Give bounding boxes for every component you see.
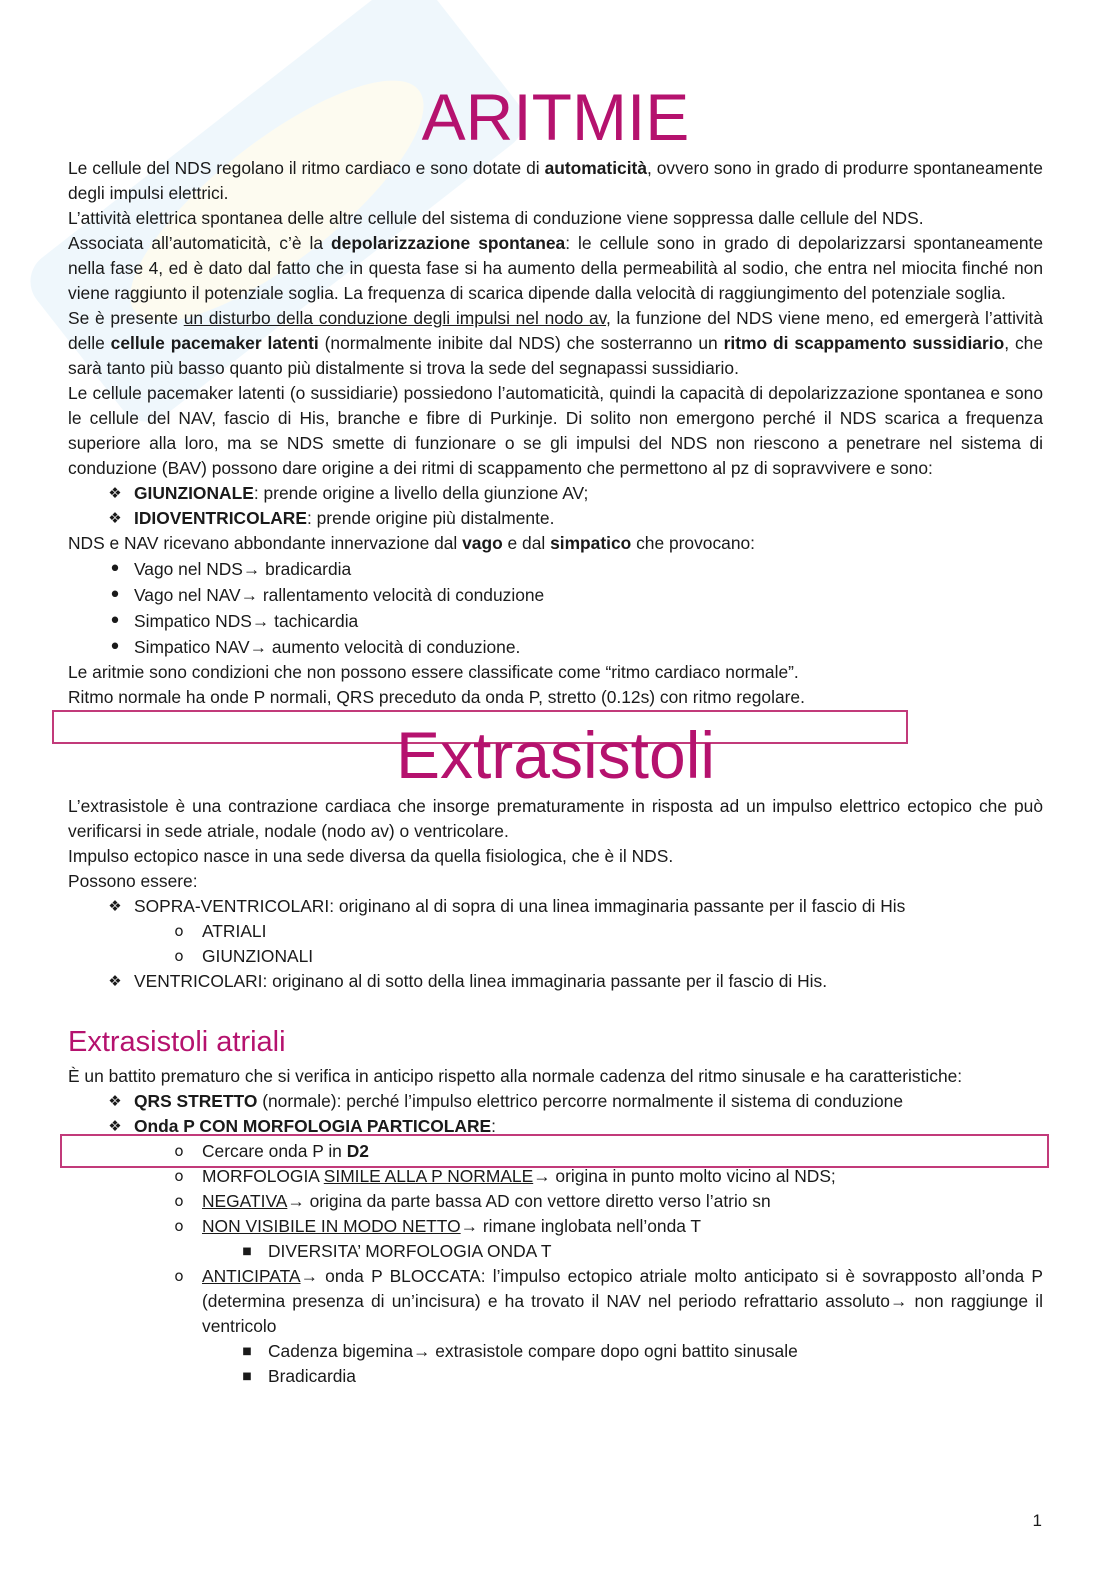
list-item: ■ Cadenza bigemina→ extrasistole compare dopo ogni battito sinusale [68,1339,1043,1364]
atrial-features-list [68,1089,1043,1389]
list-item: • Simpatico NAV→ aumento velocità di conduzione. [68,635,1043,660]
intro-paragraph-3: Associata all’automaticità, c’è la depolarizzazione spontanea: le cellule sono in grado di depolarizzarsi spontaneamente nella fase 4, ed è dato dal fatto che in questa fase si ha aumento della permeabilità al sodio, che entra nel miocita finché non viene raggiunto il potenziale soglia. La frequenza di scarica dipende dalla velocità di raggiungimento del potenziale soglia. [68,233,1044,303]
circle-bullet-icon: o [174,922,184,940]
extra-paragraph-2: Impulso ectopico nasce in una sede diversa da quella fisiologica, che è il NDS. [68,846,674,866]
extra-paragraph-3: Possono essere: [68,871,198,891]
square-bullet-icon: ■ [242,1346,252,1357]
section-title-atrial: Extrasistoli atriali [68,1026,286,1058]
page-number: 1 [1032,1511,1042,1530]
list-item: ❖ GIUNZIONALE: prende origine a livello della giunzione AV; [68,481,1043,506]
circle-bullet-icon: o [174,947,184,965]
extra-paragraph-1: L’extrasistole è una contrazione cardiaca che insorge prematuramente in risposta ad un impulso elettrico ectopico che può verificarsi in sede atriale, nodale (nodo av) o ventricolare. [68,796,1043,841]
circle-bullet-icon: o [174,1192,184,1210]
circle-bullet-icon: o [174,1142,184,1160]
bullet-dot-icon: • [108,635,122,660]
list-item: • Vago nel NAV→ rallentamento velocità di conduzione [68,583,1043,608]
diamond-bullet-icon: ❖ [108,972,122,990]
intro-paragraph-5: Le cellule pacemaker latenti (o sussidiarie) possiedono l’automaticità, quindi la capacità di depolarizzazione spontanea e sono le cellule del NAV, fascio di His, branche e fibre di Purkinje. Di solito non emergono perché il NDS scarica a frequenza superiore alla loro, ma se NDS smette di funzionare o se gli impulsi del NDS non riescono a penetrare nel sistema di conduzione (BAV) possono dare origine a dei ritmi di scappamento che permettono al pz di sopravvivere e sono: [68,383,1043,478]
list-item: o ANTICIPATA→ onda P BLOCCATA: l’impulso ectopico atriale molto anticipato si è sovrapposto all’onda P (determina presenza di un’incisura) e ha trovato il NAV nel periodo refrattario assoluto→ non raggiunge il ventricolo [68,1264,1043,1339]
list-item: o MORFOLOGIA SIMILE ALLA P NORMALE→ origina in punto molto vicino al NDS; [68,1164,1043,1189]
diamond-bullet-icon: ❖ [108,1092,122,1110]
intro-paragraph-2: L’attività elettrica spontanea delle altre cellule del sistema di conduzione viene soppressa dalle cellule del NDS. [68,208,924,228]
bullet-dot-icon: • [108,557,122,582]
square-bullet-icon: ■ [242,1246,252,1257]
diamond-bullet-icon: ❖ [108,897,122,915]
list-item: o NON VISIBILE IN MODO NETTO→ rimane inglobata nell’onda T [68,1214,1043,1239]
innervation-intro: NDS e NAV ricevano abbondante innervazione dal vago e dal simpatico che provocano: [68,533,756,553]
circle-bullet-icon: o [174,1167,184,1185]
diamond-bullet-icon: ❖ [108,1117,122,1135]
document-page [68,78,1043,1389]
rhythm-list [68,481,1043,531]
list-item: ■ DIVERSITA’ MORFOLOGIA ONDA T [68,1239,1043,1264]
list-item: ❖ Onda P CON MORFOLOGIA PARTICOLARE: [68,1114,1043,1139]
bullet-dot-icon: • [108,609,122,634]
atrial-intro: È un battito prematuro che si verifica in anticipo rispetto alla normale cadenza del ritmo sinusale e ha caratteristiche: [68,1066,963,1086]
diamond-bullet-icon: ❖ [108,509,122,527]
definition-text: Le aritmie sono condizioni che non possono essere classificate come “ritmo cardiaco normale”. [68,662,799,682]
list-item: ❖ QRS STRETTO (normale): perché l’impulso elettrico percorre normalmente il sistema di conduzione [68,1089,1043,1114]
intro-paragraph-4: Se è presente un disturbo della conduzione degli impulsi nel nodo av, la funzione del NDS viene meno, ed emergerà l’attività delle cellule pacemaker latenti (normalmente inibite dal NDS) che sosterranno un ritmo di scappamento sussidiario, che sarà tanto più basso quanto più distalmente si trova la sede del segnapassi sussidiario. [68,308,1043,378]
list-item: • Simpatico NDS→ tachicardia [68,609,1043,634]
list-item: o GIUNZIONALI [68,944,1043,969]
normal-rhythm-text: Ritmo normale ha onde P normali, QRS preceduto da onda P, stretto (0.12s) con ritmo regolare. [68,687,805,707]
list-item: ❖ VENTRICOLARI: originano al di sotto della linea immaginaria passante per il fascio di His. [68,969,1043,994]
intro-paragraph-1: Le cellule del NDS regolano il ritmo cardiaco e sono dotate di automaticità, ovvero sono in grado di produrre spontaneamente degli impulsi elettrici. [68,158,1043,203]
list-item: ❖ SOPRA-VENTRICOLARI: originano al di sopra di una linea immaginaria passante per il fascio di His [68,894,1043,919]
list-item: ■ Bradicardia [68,1364,1043,1389]
diamond-bullet-icon: ❖ [108,484,122,502]
list-item: o Cercare onda P in D2 [68,1139,1043,1164]
title-extrasistoli: Extrasistoli [395,718,716,792]
list-item: • Vago nel NDS→ bradicardia [68,557,1043,582]
title-aritmie: ARITMIE [421,80,690,154]
innervation-list [68,557,1043,660]
circle-bullet-icon: o [174,1217,184,1235]
list-item: o ATRIALI [68,919,1043,944]
bullet-dot-icon: • [108,583,122,608]
extrasystole-types-list [68,894,1043,994]
list-item: o NEGATIVA→ origina da parte bassa AD con vettore diretto verso l’atrio sn [68,1189,1043,1214]
list-item: ❖ IDIOVENTRICOLARE: prende origine più distalmente. [68,506,1043,531]
circle-bullet-icon: o [174,1267,184,1285]
square-bullet-icon: ■ [242,1371,252,1382]
